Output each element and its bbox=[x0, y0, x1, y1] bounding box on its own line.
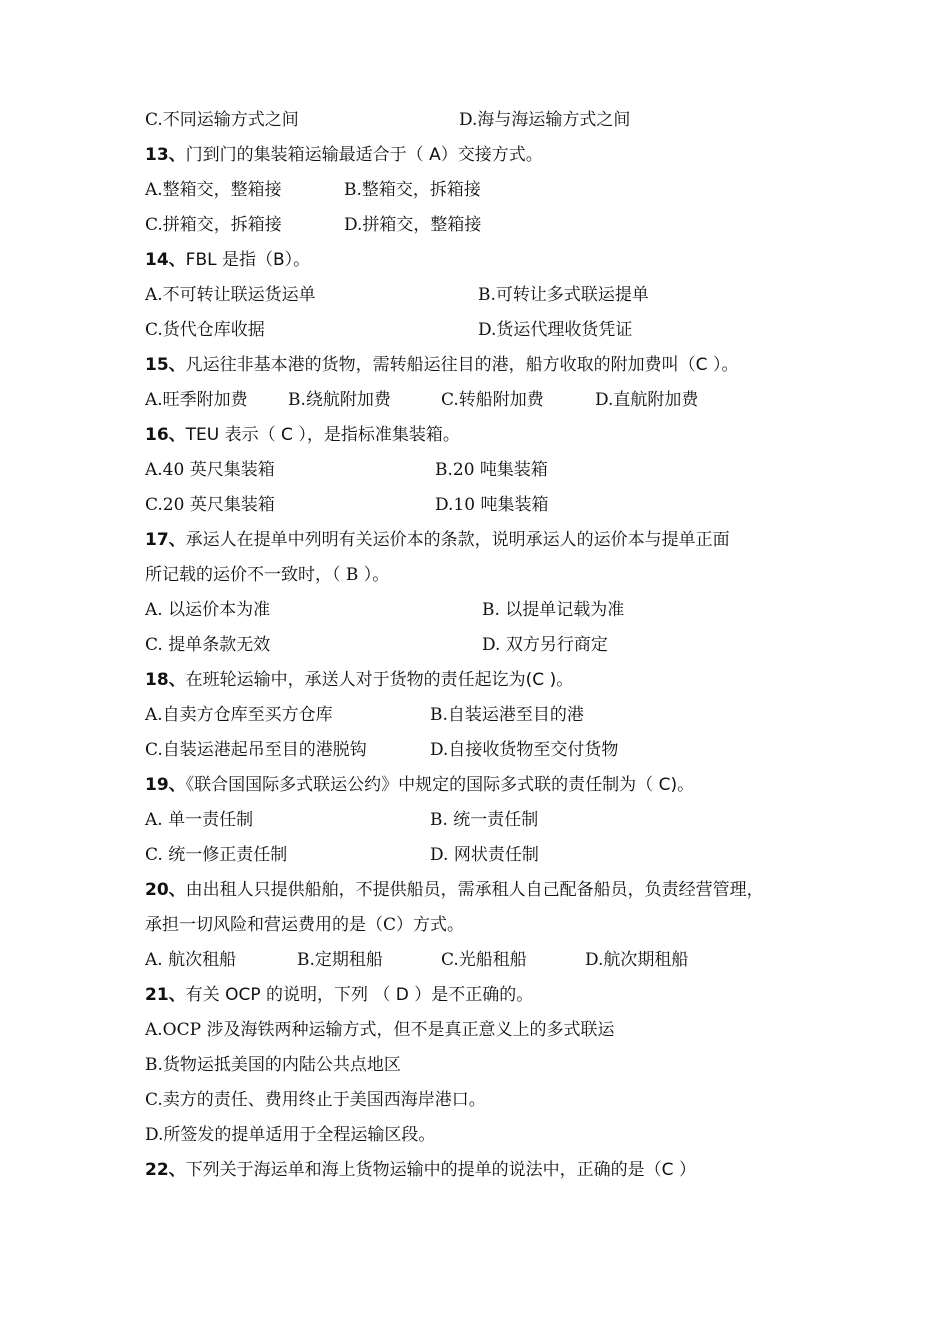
option-item: B.绕航附加费 bbox=[288, 390, 391, 410]
question-text: 有关 OCP 的说明，下列 （ D ）是不正确的。 bbox=[185, 985, 534, 1005]
option-item: B.20 吨集装箱 bbox=[435, 460, 548, 480]
options-row bbox=[145, 493, 805, 517]
question-number: 16、 bbox=[145, 425, 186, 445]
question-number: 14、 bbox=[145, 250, 186, 270]
question-line bbox=[145, 248, 310, 272]
text-line: D.所签发的提单适用于全程运输区段。 bbox=[145, 1125, 436, 1145]
option-item: C. 统一修正责任制 bbox=[145, 845, 288, 865]
option-item: A.40 英尺集装箱 bbox=[145, 460, 275, 480]
text-line: 所记载的运价不一致时，（ B ）。 bbox=[145, 565, 390, 585]
question-text: 在班轮运输中，承送人对于货物的责任起讫为(C )。 bbox=[185, 670, 574, 690]
question-number: 13、 bbox=[145, 145, 186, 165]
option-item: D.直航附加费 bbox=[595, 390, 699, 410]
option-item: D. 双方另行商定 bbox=[482, 635, 608, 655]
option-item: C.不同运输方式之间 bbox=[145, 110, 299, 130]
question-text: 《联合国国际多式联运公约》中规定的国际多式联的责任制为（ C)。 bbox=[185, 775, 695, 795]
options-row bbox=[145, 808, 805, 832]
question-text: 门到门的集装箱运输最适合于（ A）交接方式。 bbox=[185, 145, 543, 165]
question-number: 18、 bbox=[145, 670, 186, 690]
options-row bbox=[145, 213, 805, 237]
options-row bbox=[145, 948, 805, 972]
option-item: C.光船租船 bbox=[441, 950, 527, 970]
question-text: 由出租人只提供船舶，不提供船员，需承租人自己配备船员，负责经营管理， bbox=[185, 880, 764, 900]
option-item: D.自接收货物至交付货物 bbox=[430, 740, 619, 760]
option-item: C.自装运港起吊至目的港脱钩 bbox=[145, 740, 367, 760]
question-line bbox=[145, 983, 533, 1007]
question-number: 15、 bbox=[145, 355, 186, 375]
option-item: B.整箱交，拆箱接 bbox=[344, 180, 481, 200]
question-text: FBL 是指（B）。 bbox=[185, 250, 311, 270]
question-number: 20、 bbox=[145, 880, 186, 900]
option-item: A.自卖方仓库至买方仓库 bbox=[145, 705, 333, 725]
option-item: D. 网状责任制 bbox=[430, 845, 539, 865]
question-line bbox=[145, 528, 730, 552]
question-number: 17、 bbox=[145, 530, 186, 550]
question-line bbox=[145, 143, 543, 167]
option-item: A.旺季附加费 bbox=[145, 390, 248, 410]
options-row bbox=[145, 703, 805, 727]
options-row bbox=[145, 108, 805, 132]
option-item: C.拼箱交，拆箱接 bbox=[145, 215, 282, 235]
option-item: D.10 吨集装箱 bbox=[435, 495, 549, 515]
option-item: C. 提单条款无效 bbox=[145, 635, 271, 655]
question-text: 承运人在提单中列明有关运价本的条款，说明承运人的运价本与提单正面 bbox=[185, 530, 730, 550]
options-row bbox=[145, 178, 805, 202]
options-row bbox=[145, 458, 805, 482]
text-line: C.卖方的责任、费用终止于美国西海岸港口。 bbox=[145, 1090, 486, 1110]
question-line bbox=[145, 353, 738, 377]
option-item: D.海与海运输方式之间 bbox=[459, 110, 631, 130]
options-row bbox=[145, 633, 805, 657]
options-row bbox=[145, 283, 805, 307]
question-line bbox=[145, 668, 573, 692]
options-row bbox=[145, 388, 805, 412]
question-line bbox=[145, 1158, 696, 1182]
option-item: A. 以运价本为准 bbox=[145, 600, 271, 620]
option-item: A. 航次租船 bbox=[145, 950, 237, 970]
option-item: D.货运代理收货凭证 bbox=[478, 320, 633, 340]
option-item: C.货代仓库收据 bbox=[145, 320, 265, 340]
option-item: A. 单一责任制 bbox=[145, 810, 254, 830]
option-item: C.转船附加费 bbox=[441, 390, 544, 410]
option-item: A.不可转让联运货运单 bbox=[145, 285, 316, 305]
question-line bbox=[145, 423, 460, 447]
question-number: 19、 bbox=[145, 775, 186, 795]
option-item: D.航次期租船 bbox=[585, 950, 689, 970]
text-line: B.货物运抵美国的内陆公共点地区 bbox=[145, 1055, 401, 1075]
question-line bbox=[145, 878, 764, 902]
question-line bbox=[145, 773, 694, 797]
option-item: B.自装运港至目的港 bbox=[430, 705, 584, 725]
question-number: 21、 bbox=[145, 985, 186, 1005]
question-text: TEU 表示（ C ），是指标准集装箱。 bbox=[185, 425, 460, 445]
option-item: B. 统一责任制 bbox=[430, 810, 539, 830]
option-item: C.20 英尺集装箱 bbox=[145, 495, 275, 515]
question-text: 下列关于海运单和海上货物运输中的提单的说法中，正确的是（C ） bbox=[185, 1160, 696, 1180]
option-item: B.定期租船 bbox=[297, 950, 383, 970]
question-text: 凡运往非基本港的货物，需转船运往目的港，船方收取的附加费叫（C ）。 bbox=[185, 355, 739, 375]
options-row bbox=[145, 598, 805, 622]
option-item: A.整箱交，整箱接 bbox=[145, 180, 282, 200]
option-item: D.拼箱交，整箱接 bbox=[344, 215, 482, 235]
text-line: A.OCP 涉及海铁两种运输方式，但不是真正意义上的多式联运 bbox=[145, 1020, 615, 1040]
options-row bbox=[145, 738, 805, 762]
option-item: B.可转让多式联运提单 bbox=[478, 285, 649, 305]
text-line: 承担一切风险和营运费用的是（C）方式。 bbox=[145, 915, 465, 935]
options-row bbox=[145, 318, 805, 342]
options-row bbox=[145, 843, 805, 867]
question-number: 22、 bbox=[145, 1160, 186, 1180]
option-item: B. 以提单记载为准 bbox=[482, 600, 625, 620]
